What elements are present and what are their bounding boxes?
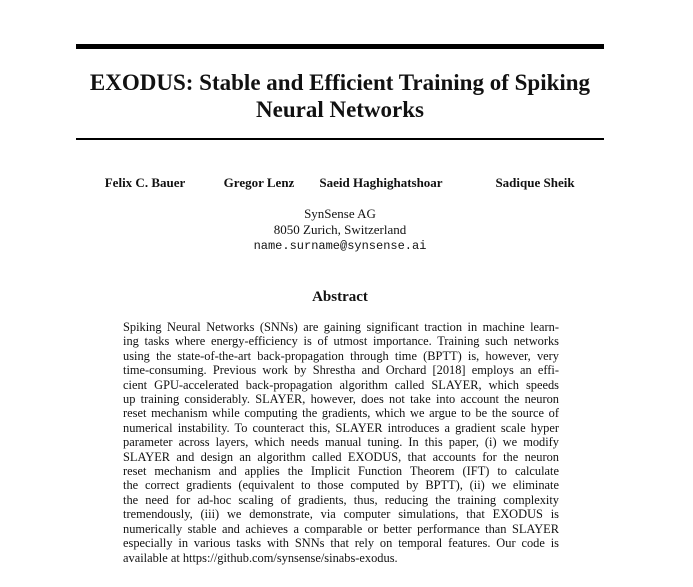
- abstract-line: tremendously, (iii) we demonstrate, via computer simulations, that EXODUS is: [123, 507, 559, 522]
- abstract-line: time-consuming. Previous work by Shrestha and Orchard [2018] employs an effi-: [123, 363, 559, 378]
- author-name: Gregor Lenz: [223, 175, 295, 190]
- affiliation-address: 8050 Zurich, Switzerland: [273, 222, 407, 237]
- author-name: Saeid Haghighatshoar: [319, 175, 443, 190]
- abstract-line: reset mechanism while computing the gradients, which we argue to be the source of: [123, 406, 559, 421]
- abstract-line: ing tasks where energy-efficiency is of utmost importance. Training such networks: [123, 334, 559, 349]
- abstract-line: SLAYER and design an algorithm called EXODUS, that accounts for the neuron: [123, 449, 559, 464]
- title-bottom-rule: [76, 138, 604, 140]
- title-top-rule: [76, 44, 604, 49]
- affiliation-block: [76, 206, 604, 254]
- abstract-line: reset mechanism and applies the Implicit Function Theorem (IFT) to calculate: [123, 464, 559, 479]
- abstract-line: especially in various tasks with SNNs that rely on temporal features. Our code is: [123, 536, 559, 551]
- title-line: Neural Networks: [256, 97, 424, 122]
- abstract-line: up training considerably. SLAYER, however, does not take into account the neuron: [123, 392, 559, 407]
- abstract-line: the need for ad-hoc scaling of gradients, thus, reducing the training complexity: [123, 492, 559, 507]
- abstract-line: numerically stable and achieves a comparable or better performance than SLAYER: [123, 521, 559, 536]
- author-name: Felix C. Bauer: [104, 175, 186, 190]
- abstract-line: cient GPU-accelerated back-propagation algorithm called SLAYER, which speeds: [123, 377, 559, 392]
- paper-title: [76, 69, 604, 123]
- abstract-line: using the state-of-the-art back-propagation through time (BPTT) is, however, very: [123, 348, 559, 363]
- title-line: EXODUS: Stable and Efficient Training of Spiking: [89, 70, 591, 95]
- author-email: name.surname@synsense.ai: [253, 239, 427, 253]
- abstract-heading: Abstract: [312, 289, 368, 305]
- abstract-line: the correct gradients (equivalent to those computed by BPTT), (ii) we eliminate: [123, 478, 559, 493]
- abstract-line: Spiking Neural Networks (SNNs) are gaining significant traction in machine learn-: [123, 320, 559, 334]
- abstract-line: available at https://github.com/synsense/sinabs-exodus.: [123, 550, 398, 565]
- author-list: [0, 175, 693, 193]
- abstract-body: [123, 320, 559, 565]
- abstract-line: parameter across layers, which needs manual tuning. In this paper, (i) we modify: [123, 435, 559, 450]
- affiliation-org: SynSense AG: [304, 206, 376, 221]
- author-name: Sadique Sheik: [495, 175, 575, 190]
- abstract-line: numerical instability. To counteract this, SLAYER introduces a gradient scale hyper: [123, 420, 559, 435]
